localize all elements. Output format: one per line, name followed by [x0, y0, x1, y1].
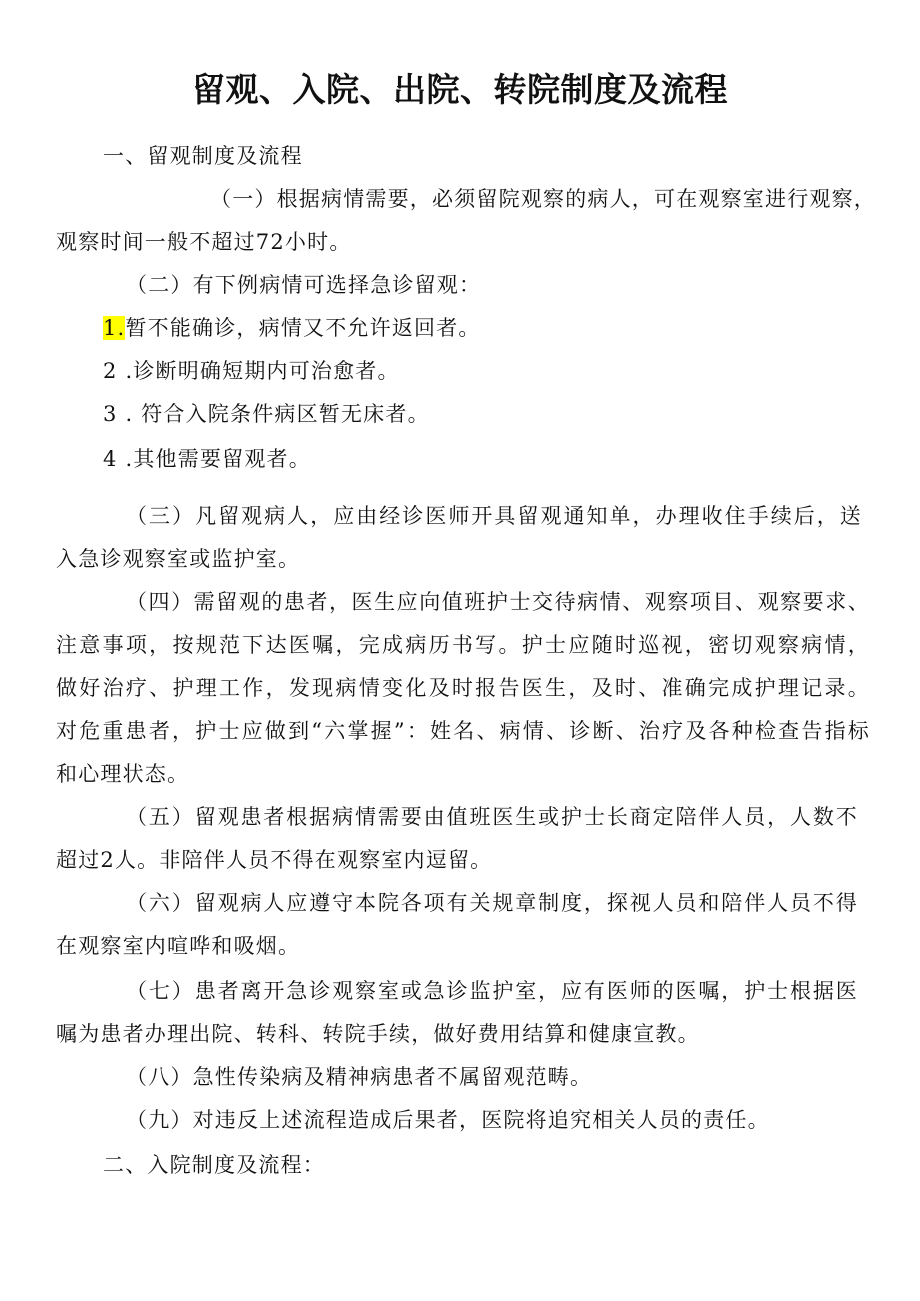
- p9-line: （九）对违反上述流程造成后果者，医院将追究相关人员的责任。: [126, 1108, 770, 1132]
- p5-line2: 超过2人。非陪伴人员不得在观察室内逗留。: [56, 848, 493, 872]
- list-item-2-text: .诊断明确短期内可治愈者。: [117, 359, 400, 383]
- p8-line: （八）急性传染病及精神病患者不属留观范畴。: [126, 1065, 593, 1089]
- p3-line1: （三）凡留观病人，应由经诊医师开具留观通知单，办理收住手续后，送: [126, 504, 862, 528]
- section2-heading: 二、入院制度及流程：: [103, 1153, 325, 1177]
- p6-line1: （六）留观病人应遵守本院各项有关规章制度，探视人员和陪伴人员不得: [126, 891, 858, 915]
- document-title: 留观、入院、出院、转院制度及流程: [192, 70, 728, 109]
- list-item-3: [103, 404, 917, 428]
- p3-line2: 入急诊观察室或监护室。: [56, 547, 301, 571]
- p2-heading: （二）有下例病情可选择急诊留观：: [126, 273, 482, 297]
- list-item-3-text: . 符合入院条件病区暂无床者。: [117, 402, 430, 426]
- list-item-1: [103, 318, 917, 342]
- p4-line3: 做好治疗、护理工作，发现病情变化及时报告医生，及时、准确完成护理记录。: [56, 676, 870, 700]
- list-item-1-text: 暂不能确诊，病情又不允许返回者。: [125, 316, 481, 340]
- p4-line4: 对危重患者，护士应做到“六掌握”：姓名、病情、诊断、治疗及各种检查告指标: [56, 719, 870, 743]
- p6-line2: 在观察室内喧哗和吸烟。: [56, 934, 301, 958]
- p1-line1: （一）根据病情需要，必须留院观察的病人，可在观察室进行观察，: [210, 187, 876, 211]
- p4-line1: （四）需留观的患者，医生应向值班护士交待病情、观察项目、观察要求、: [126, 590, 870, 614]
- list-item-4-number: 4: [103, 447, 118, 471]
- p7-line2: 嘱为患者办理出院、转科、转院手续，做好费用结算和健康宣教。: [56, 1022, 700, 1046]
- section1-heading: 一、留观制度及流程: [103, 144, 303, 168]
- list-item-4-text: .其他需要留观者。: [117, 447, 311, 471]
- list-item-1-number-highlight: 1.: [103, 316, 126, 340]
- list-item-3-number: 3: [103, 402, 118, 426]
- list-item-2-number: 2: [103, 359, 118, 383]
- p5-line1: （五）留观患者根据病情需要由值班医生或护士长商定陪伴人员，人数不: [126, 805, 858, 829]
- p1-line2: 观察时间一般不超过72小时。: [56, 230, 352, 254]
- p4-line2: 注意事项，按规范下达医嘱，完成病历书写。护士应随时巡视，密切观察病情，: [56, 633, 870, 657]
- list-item-2: [103, 361, 917, 385]
- list-item-4: [103, 449, 917, 473]
- p7-line1: （七）患者离开急诊观察室或急诊监护室，应有医师的医嘱，护士根据医: [126, 979, 858, 1003]
- p4-line5: 和心理状态。: [56, 762, 190, 786]
